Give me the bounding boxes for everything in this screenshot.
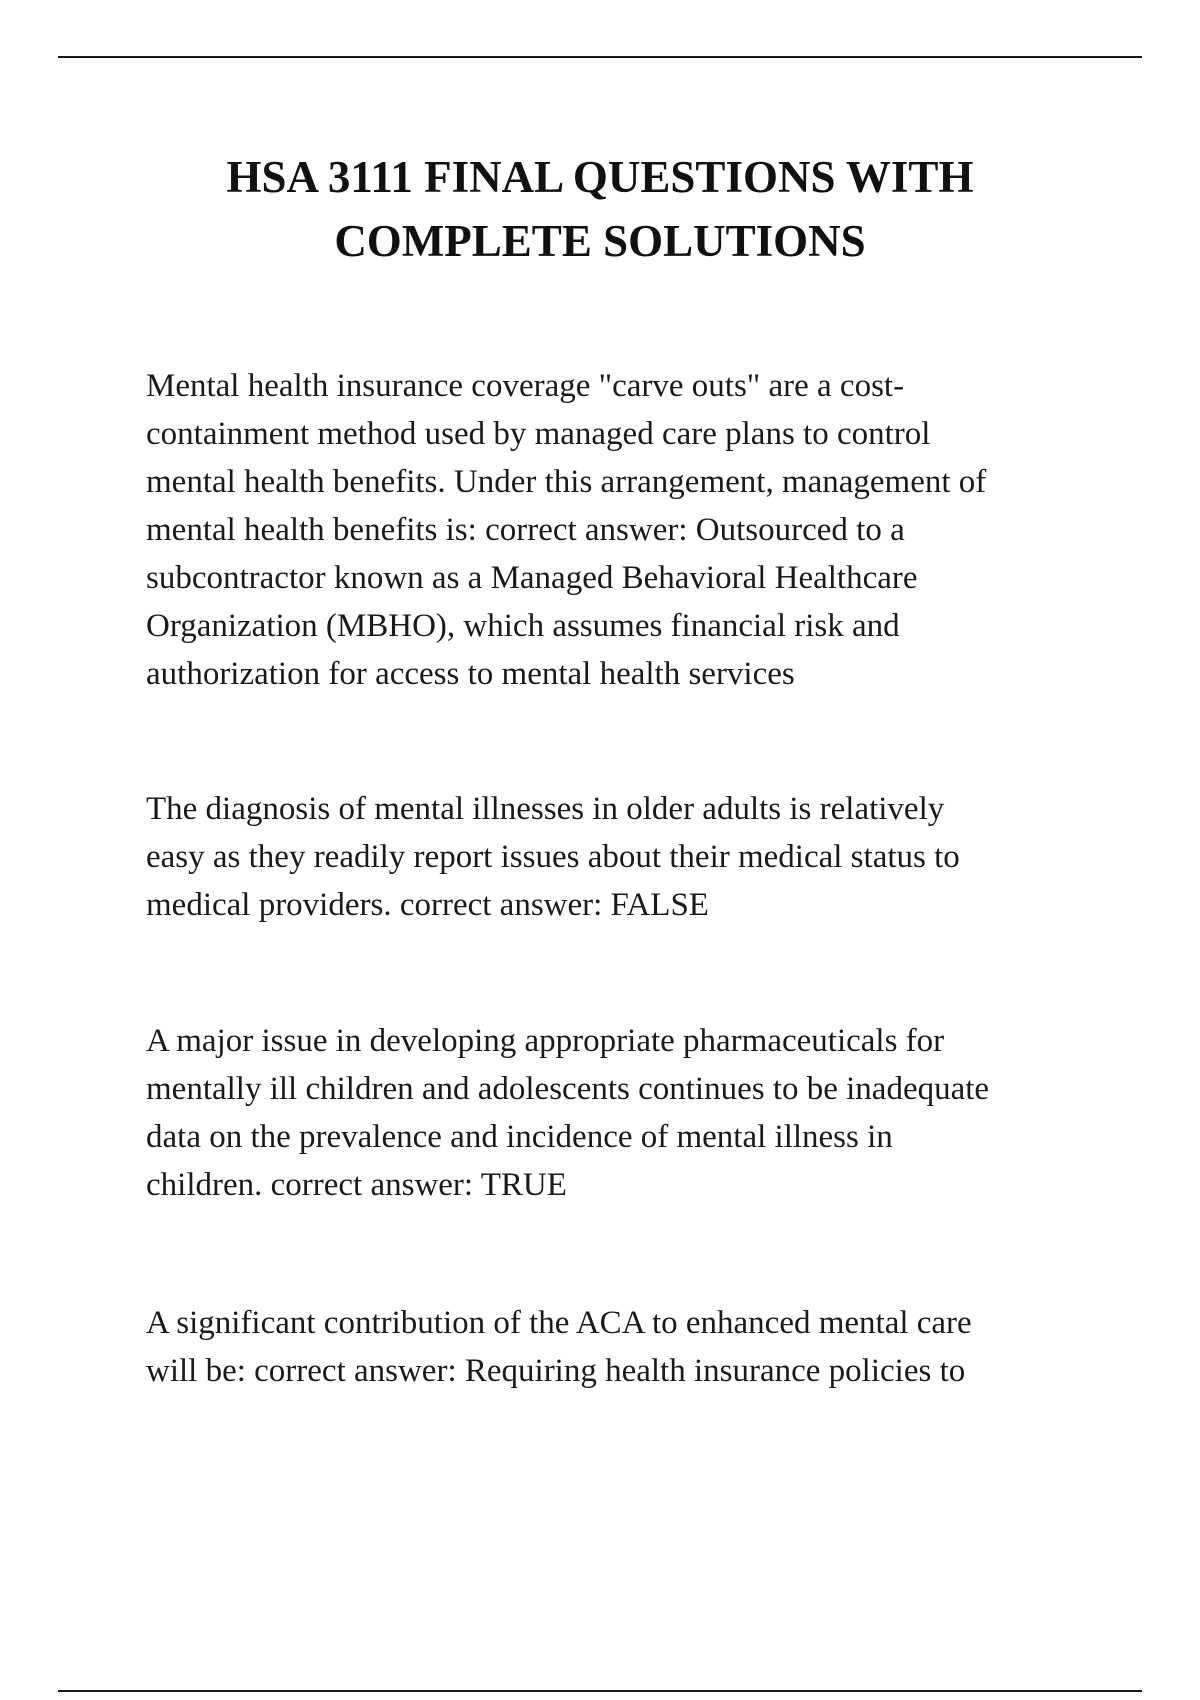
text-line: children. correct answer: TRUE — [146, 1167, 567, 1203]
top-divider — [58, 56, 1142, 58]
text-line: medical providers. correct answer: FALSE — [146, 887, 709, 923]
title-line: HSA 3111 FINAL QUESTIONS WITH — [226, 152, 974, 202]
bottom-divider — [58, 1690, 1142, 1692]
text-line: mental health benefits is: correct answer: Outsourced to a — [146, 512, 905, 548]
text-line: containment method used by managed care plans to control — [146, 416, 931, 452]
text-line: A significant contribution of the ACA to enhanced mental care — [146, 1305, 972, 1341]
text-line: Mental health insurance coverage "carve outs" are a cost- — [146, 368, 905, 404]
text-line: easy as they readily report issues about their medical status to — [146, 839, 960, 875]
text-line: A major issue in developing appropriate pharmaceuticals for — [146, 1023, 945, 1059]
text-line: The diagnosis of mental illnesses in older adults is relatively — [146, 791, 945, 827]
text-line: authorization for access to mental health services — [146, 656, 795, 692]
qa-block-carve-outs — [146, 362, 1086, 698]
title-line: COMPLETE SOLUTIONS — [334, 216, 866, 266]
text-line: subcontractor known as a Managed Behavioral Healthcare — [146, 560, 918, 596]
text-line: mental health benefits. Under this arrangement, management of — [146, 464, 987, 500]
qa-block-older-adults — [146, 785, 1086, 929]
qa-block-pharmaceuticals — [146, 1017, 1086, 1209]
text-line: mentally ill children and adolescents continues to be inadequate — [146, 1071, 990, 1107]
text-line: data on the prevalence and incidence of mental illness in — [146, 1119, 893, 1155]
text-line: Organization (MBHO), which assumes financial risk and — [146, 608, 900, 644]
text-line: will be: correct answer: Requiring health insurance policies to — [146, 1353, 966, 1389]
qa-block-aca — [146, 1299, 1086, 1395]
page-title — [0, 145, 1200, 273]
